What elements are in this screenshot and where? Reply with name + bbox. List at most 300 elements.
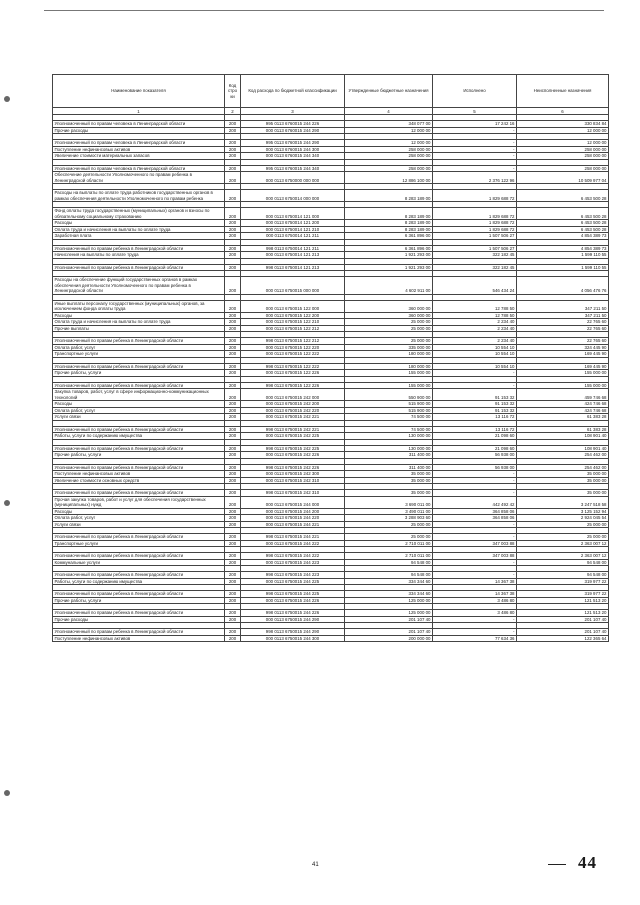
cell-executed: 56 938 00 <box>433 464 517 471</box>
cell-approved: 334 344 60 <box>345 578 433 585</box>
cell-approved: 180 000 00 <box>345 363 433 370</box>
column-number-row <box>53 108 609 115</box>
cell-budget-code: 995 0113 6760015 244 340 <box>241 165 345 172</box>
cell-executed: 13 116 72 <box>433 426 517 433</box>
cell-budget-code: 000 0113 6750015 244 200 <box>241 508 345 515</box>
cell-indicator-name: Работы, услуги по содержанию имущества <box>53 433 225 440</box>
table-row <box>53 208 609 220</box>
cell-line-code: 200 <box>225 496 241 508</box>
table-row <box>53 277 609 295</box>
cell-indicator-name: Обеспечение деятельности Уполномоченного по правам ребенка в Ленинградской области <box>53 172 225 184</box>
cell-remaining: 35 000 00 <box>517 471 609 478</box>
cell-budget-code: 000 0113 6760015 244 340 <box>241 153 345 160</box>
cell-line-code: 200 <box>225 190 241 202</box>
cell-indicator-name: Уполномоченный по правам ребенка в Ленинградской области <box>53 610 225 617</box>
cell-remaining: 121 513 20 <box>517 597 609 604</box>
cell-remaining: 330 834 84 <box>517 121 609 128</box>
cell-approved: 4 602 911 00 <box>345 277 433 295</box>
column-number: 3 <box>241 108 345 115</box>
cell-budget-code: 000 0113 6760015 244 300 <box>241 146 345 153</box>
cell-indicator-name: Уполномоченный по правам ребенка в Ленинградской области <box>53 426 225 433</box>
table-row <box>53 300 609 312</box>
cell-executed: - <box>433 165 517 172</box>
cell-remaining: 424 746 68 <box>517 401 609 408</box>
cell-line-code: 200 <box>225 426 241 433</box>
cell-budget-code: 000 0113 6750014 121 000 <box>241 208 345 220</box>
table-row <box>53 172 609 184</box>
cell-executed: 2 234 40 <box>433 319 517 326</box>
cell-budget-code: 998 0113 6750015 242 226 <box>241 464 345 471</box>
cell-budget-code: 000 0113 6750015 122 210 <box>241 319 345 326</box>
cell-indicator-name: Расходы <box>53 401 225 408</box>
cell-executed: 3 486 80 <box>433 597 517 604</box>
cell-executed: 56 938 00 <box>433 452 517 459</box>
cell-remaining: 169 445 90 <box>517 363 609 370</box>
cell-remaining: 2 363 007 12 <box>517 540 609 547</box>
cell-budget-code: 998 0113 6750015 242 221 <box>241 426 345 433</box>
cell-remaining: 12 000 00 <box>517 140 609 147</box>
cell-executed: 364 858 06 <box>433 508 517 515</box>
cell-line-code: 200 <box>225 629 241 636</box>
cell-budget-code: 000 0113 6750015 000 000 <box>241 277 345 295</box>
cell-budget-code: 000 0113 6750014 121 200 <box>241 220 345 227</box>
cell-approved: 25 000 00 <box>345 534 433 541</box>
cell-remaining: 6 453 500 28 <box>517 226 609 233</box>
cell-approved: 74 500 00 <box>345 426 433 433</box>
header-approved: Утвержденные бюджетные назначения <box>345 75 433 108</box>
cell-approved: 360 000 00 <box>345 300 433 312</box>
cell-executed: 442 492 42 <box>433 496 517 508</box>
cell-line-code: 200 <box>225 389 241 401</box>
cell-remaining: 4 854 389 73 <box>517 233 609 240</box>
cell-executed: 10 554 10 <box>433 344 517 351</box>
cell-budget-code: 998 0113 6750015 242 310 <box>241 490 345 497</box>
cell-indicator-name: Прочие расходы <box>53 616 225 623</box>
cell-indicator-name: Уполномоченный по правам ребенка в Ленинградской области <box>53 629 225 636</box>
cell-approved: 155 000 00 <box>345 382 433 389</box>
cell-approved: 311 400 00 <box>345 452 433 459</box>
cell-executed: 2 234 40 <box>433 325 517 332</box>
cell-executed: - <box>433 616 517 623</box>
cell-executed: - <box>433 559 517 566</box>
cell-budget-code: 995 0113 6760015 244 290 <box>241 140 345 147</box>
header-executed: Исполнено <box>433 75 517 108</box>
cell-executed: 364 858 06 <box>433 515 517 522</box>
binding-hole-mark <box>4 790 10 796</box>
cell-remaining: 155 000 00 <box>517 370 609 377</box>
cell-budget-code: 998 0113 6750015 242 225 <box>241 445 345 452</box>
cell-approved: 2 710 011 00 <box>345 540 433 547</box>
cell-approved: 2 710 011 00 <box>345 553 433 560</box>
cell-budget-code: 000 0113 6750015 242 220 <box>241 407 345 414</box>
cell-remaining: 258 000 00 <box>517 153 609 160</box>
cell-budget-code: 000 0113 6750015 244 226 <box>241 597 345 604</box>
cell-approved: 155 000 00 <box>345 370 433 377</box>
binding-hole-mark <box>4 500 10 506</box>
column-number: 2 <box>225 108 241 115</box>
cell-line-code: 200 <box>225 559 241 566</box>
cell-executed: 10 554 10 <box>433 363 517 370</box>
cell-budget-code: 000 0113 6750015 244 220 <box>241 515 345 522</box>
cell-remaining: 12 000 00 <box>517 127 609 134</box>
cell-approved: 258 000 00 <box>345 146 433 153</box>
cell-approved: 258 000 00 <box>345 165 433 172</box>
cell-indicator-name: Начисления на выплаты по оплате труда <box>53 252 225 259</box>
cell-executed: - <box>433 153 517 160</box>
cell-line-code: 200 <box>225 534 241 541</box>
cell-approved: 1 921 293 00 <box>345 264 433 271</box>
cell-executed: 1 507 506 27 <box>433 245 517 252</box>
cell-approved: 348 077 00 <box>345 121 433 128</box>
cell-remaining: 254 462 00 <box>517 464 609 471</box>
cell-remaining: 22 765 60 <box>517 338 609 345</box>
cell-remaining: 201 107 40 <box>517 616 609 623</box>
cell-budget-code: 998 0113 6750015 244 226 <box>241 610 345 617</box>
cell-budget-code: 000 0113 6750014 121 213 <box>241 252 345 259</box>
cell-line-code: 200 <box>225 471 241 478</box>
cell-approved: 74 500 00 <box>345 414 433 421</box>
cell-line-code: 200 <box>225 490 241 497</box>
cell-indicator-name: Уполномоченный по правам ребенка в Ленинградской области <box>53 445 225 452</box>
cell-remaining: 25 000 00 <box>517 534 609 541</box>
cell-indicator-name: Уполномоченный по правам человека в Ленинградской области <box>53 140 225 147</box>
cell-indicator-name: Уполномоченный по правам человека в Ленинградской области <box>53 165 225 172</box>
cell-remaining: 319 977 22 <box>517 578 609 585</box>
cell-executed: 2 376 122 96 <box>433 172 517 184</box>
cell-indicator-name: Коммунальные услуги <box>53 559 225 566</box>
cell-budget-code: 000 0113 6750015 122 222 <box>241 351 345 358</box>
cell-executed: 91 153 32 <box>433 407 517 414</box>
cell-indicator-name: Транспортные услуги <box>53 540 225 547</box>
cell-line-code: 200 <box>225 208 241 220</box>
cell-approved: 125 000 00 <box>345 610 433 617</box>
cell-line-code: 200 <box>225 401 241 408</box>
cell-executed: - <box>433 471 517 478</box>
cell-line-code: 200 <box>225 277 241 295</box>
cell-approved: 335 000 00 <box>345 344 433 351</box>
cell-executed: 12 788 50 <box>433 312 517 319</box>
cell-indicator-name: Уполномоченный по правам человека в Ленинградской области <box>53 121 225 128</box>
cell-line-code: 200 <box>225 553 241 560</box>
cell-line-code: 200 <box>225 464 241 471</box>
cell-line-code: 200 <box>225 319 241 326</box>
cell-line-code: 200 <box>225 245 241 252</box>
cell-approved: 258 000 00 <box>345 153 433 160</box>
cell-indicator-name: Уполномоченный по правам ребенка в Ленинградской области <box>53 245 225 252</box>
cell-indicator-name: Оплата работ, услуг <box>53 407 225 414</box>
cell-indicator-name: Оплата работ, услуг <box>53 515 225 522</box>
cell-executed: 1 829 688 72 <box>433 190 517 202</box>
cell-approved: 8 283 189 00 <box>345 208 433 220</box>
cell-approved: 360 000 00 <box>345 312 433 319</box>
cell-budget-code: 000 0113 6750015 122 212 <box>241 325 345 332</box>
cell-remaining: 1 599 110 55 <box>517 264 609 271</box>
cell-approved: 6 361 896 00 <box>345 245 433 252</box>
cell-indicator-name: Услуги связи <box>53 414 225 421</box>
cell-indicator-name: Уполномоченный по правам ребенка в Ленинградской области <box>53 534 225 541</box>
cell-approved: 12 000 00 <box>345 140 433 147</box>
cell-indicator-name: Увеличение стоимости основных средств <box>53 477 225 484</box>
cell-indicator-name: Поступление нефинансовых активов <box>53 471 225 478</box>
cell-indicator-name: Поступление нефинансовых активов <box>53 146 225 153</box>
cell-budget-code: 000 0113 6750014 121 211 <box>241 233 345 240</box>
cell-executed: 322 182 45 <box>433 264 517 271</box>
cell-remaining: 424 746 68 <box>517 407 609 414</box>
cell-remaining: 4 854 389 73 <box>517 245 609 252</box>
cell-line-code: 200 <box>225 146 241 153</box>
cell-budget-code: 998 0113 6750015 244 290 <box>241 629 345 636</box>
cell-executed: - <box>433 534 517 541</box>
cell-line-code: 200 <box>225 140 241 147</box>
cell-line-code: 200 <box>225 414 241 421</box>
cell-remaining: 1 599 110 55 <box>517 252 609 259</box>
cell-line-code: 200 <box>225 127 241 134</box>
cell-line-code: 200 <box>225 220 241 227</box>
cell-indicator-name: Расходы <box>53 508 225 515</box>
cell-budget-code: 000 0113 6750015 242 300 <box>241 471 345 478</box>
cell-approved: 94 548 00 <box>345 572 433 579</box>
table-row <box>53 190 609 202</box>
cell-executed: 2 234 40 <box>433 338 517 345</box>
cell-budget-code: 998 0113 6750015 122 222 <box>241 363 345 370</box>
cell-executed: 347 003 88 <box>433 553 517 560</box>
cell-line-code: 200 <box>225 445 241 452</box>
cell-approved: 1 921 293 00 <box>345 252 433 259</box>
cell-remaining: 35 000 00 <box>517 477 609 484</box>
header-line-code: Код стро ки <box>225 75 241 108</box>
cell-executed: - <box>433 490 517 497</box>
cell-approved: 25 000 00 <box>345 338 433 345</box>
cell-line-code: 200 <box>225 344 241 351</box>
cell-budget-code: 998 0113 6750014 121 213 <box>241 264 345 271</box>
cell-indicator-name: Услуги связи <box>53 521 225 528</box>
table-body <box>53 115 609 642</box>
cell-executed: 21 098 60 <box>433 433 517 440</box>
cell-indicator-name: Уполномоченный по правам ребенка в Ленинградской области <box>53 490 225 497</box>
handwritten-page-stamp: 44 <box>578 853 597 872</box>
cell-indicator-name: Прочие выплаты <box>53 325 225 332</box>
budget-execution-table <box>52 74 609 642</box>
cell-approved: 12 000 00 <box>345 127 433 134</box>
column-number: 6 <box>517 108 609 115</box>
cell-line-code: 200 <box>225 370 241 377</box>
cell-executed: 12 788 50 <box>433 300 517 312</box>
cell-indicator-name: Расходы <box>53 312 225 319</box>
cell-remaining: 155 000 00 <box>517 382 609 389</box>
cell-line-code: 200 <box>225 452 241 459</box>
cell-line-code: 200 <box>225 515 241 522</box>
cell-line-code: 200 <box>225 300 241 312</box>
stamp-dash <box>548 864 566 865</box>
cell-budget-code: 000 0113 6750015 244 223 <box>241 559 345 566</box>
cell-indicator-name: Уполномоченный по правам ребенка в Ленинградской области <box>53 363 225 370</box>
cell-budget-code: 998 0113 6750015 122 212 <box>241 338 345 345</box>
cell-indicator-name: Фонд оплаты труда государственных (муниципальных) органов и взносы по обязательному социальному страхованию <box>53 208 225 220</box>
cell-executed: 21 098 60 <box>433 445 517 452</box>
cell-executed: 3 486 80 <box>433 610 517 617</box>
cell-budget-code: 000 0113 6750015 122 226 <box>241 370 345 377</box>
cell-approved: 515 900 00 <box>345 401 433 408</box>
cell-remaining: 347 211 50 <box>517 312 609 319</box>
cell-line-code: 200 <box>225 121 241 128</box>
cell-budget-code: 998 0113 6750015 244 225 <box>241 591 345 598</box>
cell-remaining: 2 924 045 54 <box>517 515 609 522</box>
cell-line-code: 200 <box>225 233 241 240</box>
cell-remaining: 22 765 60 <box>517 319 609 326</box>
column-number: 4 <box>345 108 433 115</box>
table-row <box>53 389 609 401</box>
cell-indicator-name: Работы, услуги по содержанию имущества <box>53 578 225 585</box>
cell-approved: 550 900 00 <box>345 389 433 401</box>
cell-approved: 3 490 011 00 <box>345 508 433 515</box>
cell-budget-code: 000 0113 6750000 000 000 <box>241 172 345 184</box>
cell-budget-code: 000 0113 6750014 121 210 <box>241 226 345 233</box>
cell-indicator-name: Иные выплаты персоналу государственных (муниципальных) органов, за исключением фонда оплаты труда <box>53 300 225 312</box>
cell-approved: 200 000 00 <box>345 635 433 642</box>
cell-budget-code: 000 0113 6750015 242 226 <box>241 452 345 459</box>
cell-remaining: 258 000 00 <box>517 165 609 172</box>
cell-remaining: 35 000 00 <box>517 490 609 497</box>
cell-indicator-name: Заработная плата <box>53 233 225 240</box>
table-row <box>53 635 609 642</box>
cell-approved: 12 886 100 00 <box>345 172 433 184</box>
cell-line-code: 200 <box>225 382 241 389</box>
cell-executed: - <box>433 572 517 579</box>
cell-line-code: 200 <box>225 508 241 515</box>
cell-executed: 1 829 688 72 <box>433 220 517 227</box>
cell-budget-code: 000 0113 6750015 122 200 <box>241 312 345 319</box>
cell-executed: 14 367 38 <box>433 591 517 598</box>
cell-indicator-name: Транспортные услуги <box>53 351 225 358</box>
cell-line-code: 200 <box>225 540 241 547</box>
cell-indicator-name: Прочие работы, услуги <box>53 597 225 604</box>
cell-remaining: 6 453 500 28 <box>517 220 609 227</box>
cell-remaining: 22 765 60 <box>517 325 609 332</box>
cell-approved: 180 000 00 <box>345 351 433 358</box>
cell-indicator-name: Уполномоченный по правам ребенка в Ленинградской области <box>53 264 225 271</box>
cell-budget-code: 000 0113 6750015 242 221 <box>241 414 345 421</box>
cell-executed: 1 829 688 72 <box>433 226 517 233</box>
page-number: 41 <box>312 862 319 868</box>
cell-line-code: 200 <box>225 433 241 440</box>
cell-executed: 17 242 16 <box>433 121 517 128</box>
cell-executed: - <box>433 477 517 484</box>
cell-remaining: 121 513 20 <box>517 610 609 617</box>
cell-indicator-name: Прочая закупка товаров, работ и услуг для обеспечения государственных (муниципальных) нужд <box>53 496 225 508</box>
cell-approved: 3 690 011 00 <box>345 496 433 508</box>
cell-indicator-name: Увеличение стоимости материальных запасов <box>53 153 225 160</box>
cell-approved: 8 283 189 00 <box>345 220 433 227</box>
cell-indicator-name: Прочие расходы <box>53 127 225 134</box>
cell-approved: 8 283 189 00 <box>345 190 433 202</box>
cell-budget-code: 000 0113 6750015 244 221 <box>241 521 345 528</box>
table-header-row <box>53 75 609 108</box>
cell-remaining: 201 107 40 <box>517 629 609 636</box>
cell-approved: 25 000 00 <box>345 521 433 528</box>
cell-line-code: 200 <box>225 578 241 585</box>
cell-remaining: 25 000 00 <box>517 521 609 528</box>
cell-indicator-name: Уполномоченный по правам ребенка в Ленинградской области <box>53 382 225 389</box>
cell-executed: 91 153 32 <box>433 401 517 408</box>
cell-indicator-name: Прочие работы, услуги <box>53 370 225 377</box>
cell-approved: 515 900 00 <box>345 407 433 414</box>
cell-line-code: 200 <box>225 165 241 172</box>
cell-line-code: 200 <box>225 264 241 271</box>
cell-indicator-name: Оплата труда и начисления на выплаты по оплате труда <box>53 319 225 326</box>
cell-budget-code: 998 0113 6750014 121 211 <box>241 245 345 252</box>
cell-approved: 25 000 00 <box>345 325 433 332</box>
cell-executed: 13 116 72 <box>433 414 517 421</box>
cell-budget-code: 998 0113 6750015 244 223 <box>241 572 345 579</box>
cell-approved: 311 400 00 <box>345 464 433 471</box>
cell-budget-code: 000 0113 6750015 242 225 <box>241 433 345 440</box>
column-number: 5 <box>433 108 517 115</box>
cell-executed: 322 182 45 <box>433 252 517 259</box>
cell-executed: - <box>433 382 517 389</box>
cell-line-code: 200 <box>225 591 241 598</box>
cell-indicator-name: Поступление нефинансовых активов <box>53 635 225 642</box>
cell-approved: 94 548 00 <box>345 559 433 566</box>
cell-executed: 14 367 38 <box>433 578 517 585</box>
cell-remaining: 324 445 90 <box>517 344 609 351</box>
cell-budget-code: 000 0113 6750015 122 000 <box>241 300 345 312</box>
cell-indicator-name: Уполномоченный по правам ребенка в Ленинградской области <box>53 464 225 471</box>
cell-approved: 334 344 60 <box>345 591 433 598</box>
cell-line-code: 200 <box>225 616 241 623</box>
cell-approved: 130 000 00 <box>345 433 433 440</box>
cell-line-code: 200 <box>225 521 241 528</box>
cell-line-code: 200 <box>225 597 241 604</box>
cell-budget-code: 000 0113 6750014 000 000 <box>241 190 345 202</box>
cell-line-code: 200 <box>225 312 241 319</box>
cell-line-code: 200 <box>225 610 241 617</box>
cell-indicator-name: Уполномоченный по правам ребенка в Ленинградской области <box>53 591 225 598</box>
cell-indicator-name: Прочие работы, услуги <box>53 452 225 459</box>
cell-approved: 201 107 40 <box>345 629 433 636</box>
cell-indicator-name: Закупка товаров, работ, услуг в сфере информационно-коммуникационных технологий <box>53 389 225 401</box>
cell-budget-code: 000 0113 6750015 244 300 <box>241 635 345 642</box>
cell-line-code: 200 <box>225 572 241 579</box>
cell-executed: 1 507 506 27 <box>433 233 517 240</box>
cell-line-code: 200 <box>225 338 241 345</box>
cell-executed: - <box>433 140 517 147</box>
header-indicator-name: Наименование показателя <box>53 75 225 108</box>
cell-remaining: 169 445 90 <box>517 351 609 358</box>
cell-indicator-name: Оплата труда и начисления на выплаты по оплате труда <box>53 226 225 233</box>
cell-remaining: 4 056 476 76 <box>517 277 609 295</box>
cell-approved: 8 283 189 00 <box>345 226 433 233</box>
cell-executed: 77 634 36 <box>433 635 517 642</box>
top-rule <box>44 10 604 11</box>
cell-indicator-name: Расходы на обеспечение функций государственных органов в рамках обеспечения деятельности Уполномоченного по правам ребенка в Ленинградской области <box>53 277 225 295</box>
cell-budget-code: 000 0113 6750015 244 222 <box>241 540 345 547</box>
cell-remaining: 3 125 152 94 <box>517 508 609 515</box>
cell-remaining: 319 977 22 <box>517 591 609 598</box>
binding-hole-mark <box>4 96 10 102</box>
cell-executed: 1 829 688 72 <box>433 208 517 220</box>
cell-remaining: 254 462 00 <box>517 452 609 459</box>
cell-executed: 91 153 32 <box>433 389 517 401</box>
cell-executed: 546 434 24 <box>433 277 517 295</box>
cell-approved: 35 000 00 <box>345 471 433 478</box>
cell-approved: 35 000 00 <box>345 490 433 497</box>
cell-approved: 6 361 896 00 <box>345 233 433 240</box>
table-row <box>53 496 609 508</box>
cell-remaining: 6 453 500 28 <box>517 208 609 220</box>
cell-remaining: 6 453 500 28 <box>517 190 609 202</box>
cell-budget-code: 000 0113 6750015 244 290 <box>241 616 345 623</box>
column-number: 1 <box>53 108 225 115</box>
